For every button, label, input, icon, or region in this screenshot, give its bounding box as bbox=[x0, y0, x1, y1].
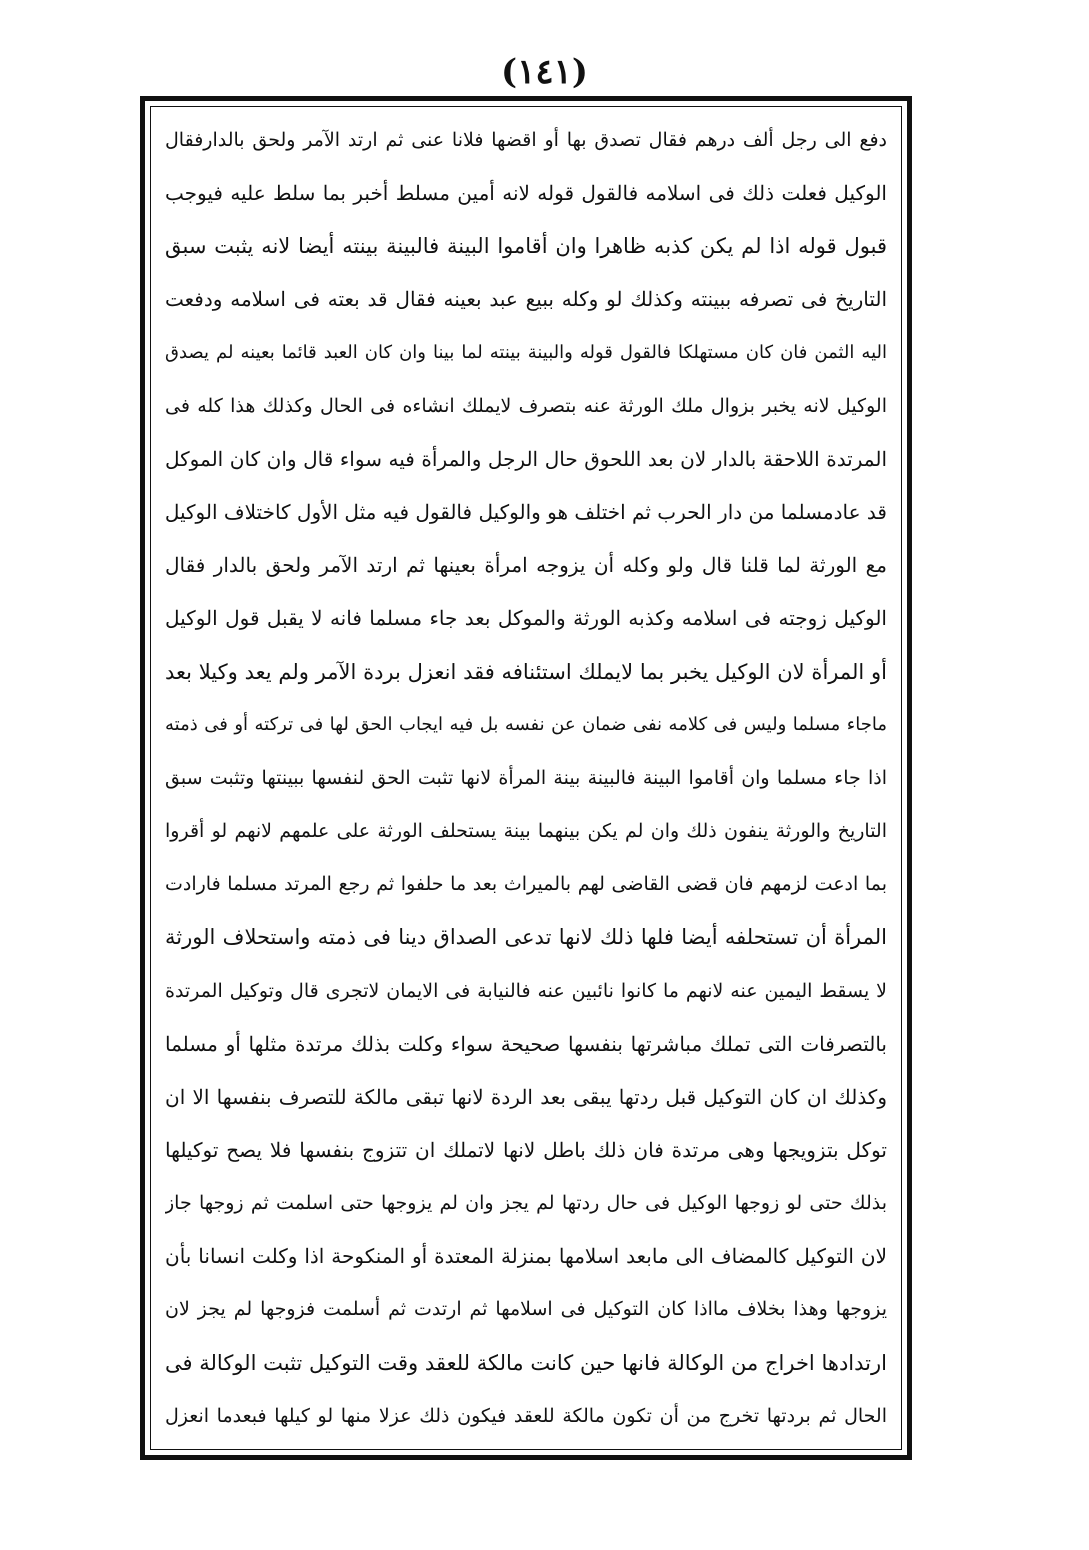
text-line: مع الورثة لما قلنا قال ولو وكله أن يزوجه امرأة بعينها ثم ارتد الآمر ولحق بالدار فقال bbox=[165, 553, 887, 578]
text-line: التاريخ فى تصرفه ببينته وكذلك لو وكله ببيع عبد بعينه فقال قد بعته فى اسلامه ودفعت bbox=[165, 287, 887, 312]
page-frame bbox=[140, 96, 912, 1460]
text-line: الوكيل لانه يخبر بزوال ملك الورثة عنه بتصرف لايملك انشاءه فى الحال وكذلك هذا كله فى bbox=[165, 394, 887, 417]
text-line: الحال ثم بردتها تخرج من أن تكون مالكة للعقد فيكون ذلك عزلا منها لو كيلها فبعدما انعزل bbox=[165, 1404, 887, 1427]
text-line: توكل بتزويجها وهى مرتدة فان ذلك باطل لانها لاتملك ان تتزوج بنفسها فلا يصح توكيلها bbox=[165, 1137, 887, 1162]
text-line: ارتدادها اخراج من الوكالة فانها حين كانت مالكة للعقد وقت التوكيل تثبت الوكالة فى bbox=[165, 1350, 887, 1375]
text-line: وكذلك ان كان التوكيل قبل ردتها يبقى بعد الردة لانها تبقى مالكة للتصرف بنفسها الا ان bbox=[165, 1084, 887, 1109]
body-text bbox=[165, 117, 887, 1439]
text-line: قبول قوله اذا لم يكن كذبه ظاهرا وان أقاموا البينة فالبينة بينته أيضا لانه يثبت سبق bbox=[165, 234, 887, 259]
text-line: لا يسقط اليمين عنه لانهم ما كانوا نائبين عنه فالنيابة فى الايمان لاتجرى قال وتوكيل المرتدة bbox=[165, 979, 887, 1002]
text-line: التاريخ والورثة ينفون ذلك وان لم يكن بينهما بينة يستحلف الورثة على علمهم لانهم لو أقروا bbox=[165, 820, 887, 843]
text-line: أو المرأة لان الوكيل يخبر بما لايملك استئنافه فقد انعزل بردة الآمر ولم يعد وكيلا بعد bbox=[165, 659, 887, 684]
text-line: يزوجها وهذا بخلاف مااذا كان التوكيل فى اسلامها ثم ارتدت ثم أسلمت فزوجها لم يجز لان bbox=[165, 1298, 887, 1321]
text-line: المرأة أن تستحلفه أيضا فلها ذلك لانها تدعى الصداق دينا فى ذمته واستحلاف الورثة bbox=[165, 925, 887, 950]
text-line: المرتدة اللاحقة بالدار لان بعد اللحوق حال الرجل والمرأة فيه سواء قال وان كان الموكل bbox=[165, 446, 887, 471]
text-line: ماجاء مسلما وليس فى كلامه نفى ضمان عن نفسه بل فيه ايجاب الحق لها فى تركته أو فى ذمته bbox=[165, 713, 887, 735]
text-line: دفع الى رجل ألف درهم فقال تصدق بها أو اقضها فلانا عنى ثم ارتد الآمر ولحق بالدارفقال bbox=[165, 129, 887, 151]
text-line: لان التوكيل كالمضاف الى مابعد اسلامها بمنزلة المعتدة أو المنكوحة اذا وكلت انسانا بأن bbox=[165, 1244, 887, 1269]
text-line: بذلك حتى لو زوجها الوكيل فى حال ردتها لم يجز وان لم يزوجها حتى اسلمت ثم زوجها جاز bbox=[165, 1192, 887, 1215]
text-line: بما ادعت لزمهم فان قضى القاضى لهم بالميراث بعد ما حلفوا ثم رجع المرتد مسلما فارادت bbox=[165, 873, 887, 896]
page-frame-inner bbox=[150, 106, 902, 1450]
text-line: اذا جاء مسلما وان أقاموا البينة فالبينة بينة المرأة لانها تثبت الحق لنفسها ببينتها وتثبت سبق bbox=[165, 766, 887, 789]
text-line: الوكيل زوجته فى اسلامه وكذبه الورثة والموكل بعد جاء مسلما فانه لا يقبل قول الوكيل bbox=[165, 606, 887, 631]
text-line: قد عادمسلما من دار الحرب ثم اختلف هو والوكيل فالقول فيه مثل الأول كاختلاف الوكيل bbox=[165, 500, 887, 525]
text-line: الوكيل فعلت ذلك فى اسلامه فالقول قوله لانه أمين مسلط أخبر بما سلط عليه فيوجب bbox=[165, 181, 887, 206]
text-line: اليه الثمن فان كان مستهلكا فالقول قوله والبينة بينته لما بينا وان كان العبد قائما بعينه لم يصدق bbox=[165, 341, 887, 363]
text-line: بالتصرفات التى تملك مباشرتها بنفسها صحيحة سواء وكلت بذلك مرتدة مثلها أو مسلما bbox=[165, 1031, 887, 1056]
page-number: (١٤١) bbox=[501, 52, 588, 92]
